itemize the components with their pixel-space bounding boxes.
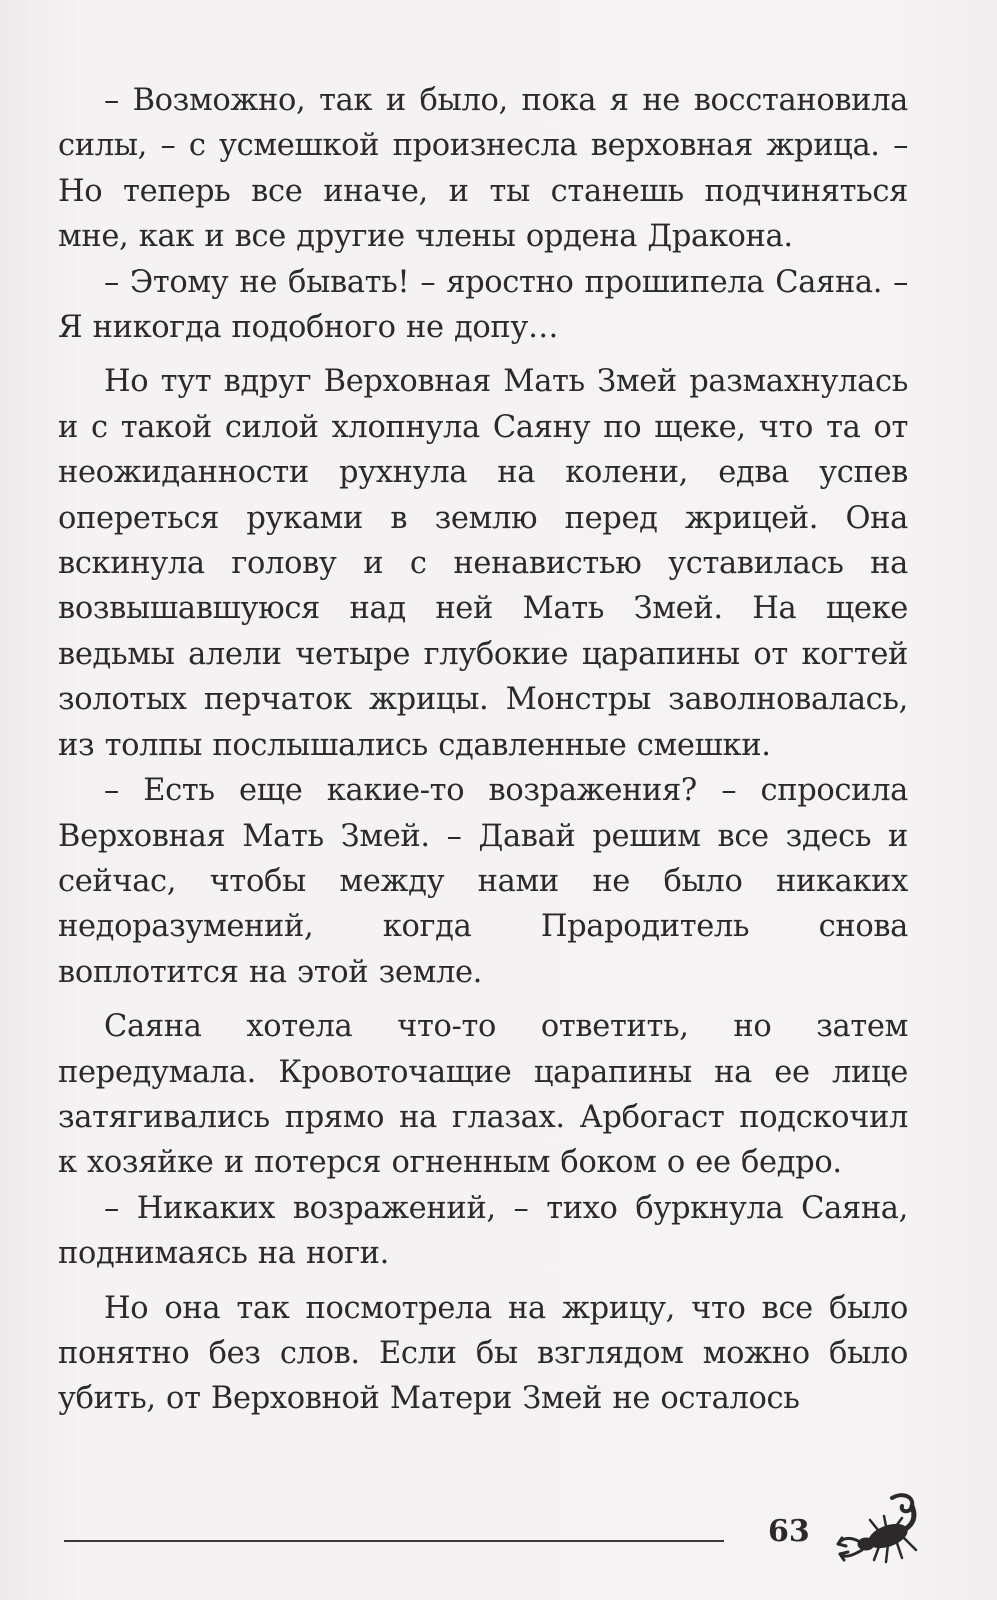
scorpion-icon [830, 1490, 940, 1570]
paragraph-6: – Никаких возражений, – тихо буркнула Саяна, поднимаясь на ноги. [58, 1190, 908, 1272]
page-footer [0, 1490, 997, 1570]
paragraph-4: – Есть еще какие-то возражения? – спросила Верховная Мать Змей. – Давай решим все здесь и сейчас, чтобы между нами не было никаких недоразумений, когда Прародитель снова воплотится на этой земле. [58, 773, 908, 990]
paragraph-2: – Этому не бывать! – яростно прошипела Саяна. – Я никогда подобного не допу… [58, 264, 908, 346]
paragraph-5: Саяна хотела что-то ответить, но затем передумала. Кровоточащие царапины на ее лице затягивались прямо на глазах. Арбогаст подскочил к хозяйке и потерся огненным боком о ее бедро. [58, 1009, 908, 1181]
page-text [58, 78, 908, 1422]
paragraph-7: Но она так посмотрела на жрицу, что все было понятно без слов. Если бы взглядом можно было убить, от Верховной Матери Змей не осталось [58, 1290, 908, 1417]
paragraph-1: – Возможно, так и было, пока я не восстановила силы, – с усмешкой произнесла верховная жрица. – Но теперь все иначе, и ты станешь подчиняться мне, как и все другие члены ордена Дракона. [58, 83, 908, 255]
page-number: 63 [768, 1514, 810, 1549]
paragraph-3: Но тут вдруг Верховная Мать Змей размахнулась и с такой силой хлопнула Саяну по щеке, что та от неожиданности рухнула на колени, едва успев опереться руками в землю перед жрицей. Она вскинула голову и с ненавистью уставилась на возвышавшуюся над ней Мать Змей. На щеке ведьмы алели четыре глубокие царапины от когтей золотых перчаток жрицы. Монстры заволновалась, из толпы послышались сдавленные смешки. [58, 364, 908, 763]
footer-rule [64, 1540, 724, 1542]
